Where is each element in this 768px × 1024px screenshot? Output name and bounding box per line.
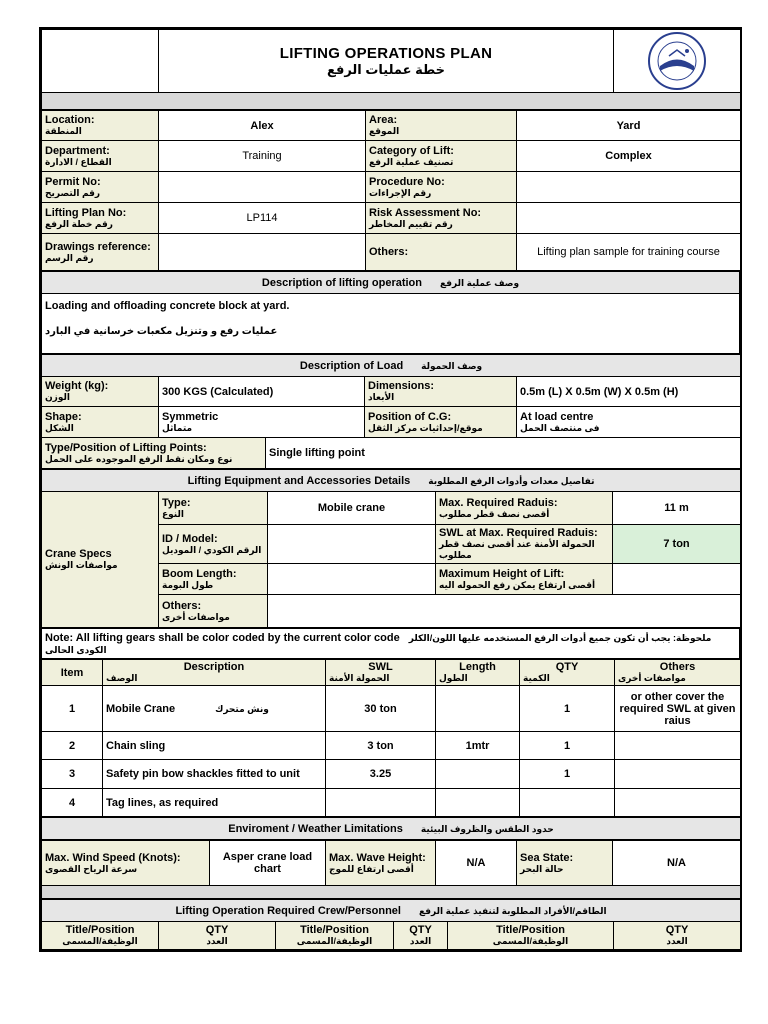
- max-height-value[interactable]: [613, 564, 741, 595]
- equipment-others-label: Others: مواصفات أخرى: [159, 595, 268, 628]
- gear-item: 3: [42, 760, 103, 789]
- note-ar: ملحوظة: يجب أن تكون جميع أدوات الرفع المستخدمه عليها اللون/الكلر الكودى الحالى: [45, 632, 712, 655]
- max-height-label: Maximum Height of Lift: أقصى ارتفاع يمكن رفع الحموله اليه: [436, 564, 613, 595]
- gear-item: 2: [42, 732, 103, 760]
- info-table: [41, 110, 741, 271]
- dimensions-value[interactable]: 0.5m (L) X 0.5m (W) X 0.5m (H): [517, 377, 741, 407]
- shape-label: Shape: الشكل: [42, 407, 159, 438]
- gear-swl: 3.25: [326, 760, 436, 789]
- gear-description: Mobile Crane ونش متحرك: [103, 686, 326, 732]
- location-label: Location: المنطقة: [42, 111, 159, 141]
- crew-qty-col-1: QTY العدد: [159, 922, 276, 950]
- lifting-points-label: Type/Position of Lifting Points: نوع ومكان نقط الرفع الموجوده على الحمل: [42, 438, 266, 469]
- risk-label: Risk Assessment No: رقم تقييم المخاطر: [366, 203, 517, 234]
- sea-state-value[interactable]: N/A: [613, 841, 741, 886]
- color-code-note: [42, 629, 740, 659]
- sea-state-label: Sea State: حالة البحر: [517, 841, 613, 886]
- department-value[interactable]: Training: [159, 141, 366, 172]
- drawings-value[interactable]: [159, 234, 366, 271]
- crew-header: Lifting Operation Required Crew/Personnel الطاقم/الأفراد المطلوبة لتنفيذ عملية الرفع: [42, 900, 741, 922]
- col-description: Description الوصف: [103, 660, 326, 686]
- col-others: Others مواصفات أخرى: [615, 660, 741, 686]
- risk-value[interactable]: [517, 203, 741, 234]
- wind-speed-value[interactable]: Asper crane load chart: [210, 841, 326, 886]
- page-title: LIFTING OPERATIONS PLAN: [279, 44, 493, 62]
- gear-table-header: [42, 660, 741, 686]
- load-table: [41, 354, 741, 469]
- weather-separator: [42, 886, 741, 899]
- location-value[interactable]: Alex: [159, 111, 366, 141]
- dimensions-label: Dimensions: الأبعاد: [365, 377, 517, 407]
- company-logo-icon: [647, 31, 707, 91]
- info-others-value[interactable]: Lifting plan sample for training course: [517, 234, 741, 271]
- gear-item: 1: [42, 686, 103, 732]
- wave-height-label: Max. Wave Height: أقصى ارتفاع للموج: [326, 841, 436, 886]
- area-value[interactable]: Yard: [517, 111, 741, 141]
- gear-others: [615, 760, 741, 789]
- gear-swl: 3 ton: [326, 732, 436, 760]
- crew-qty-col-3: QTY العدد: [614, 922, 741, 950]
- table-row[interactable]: [42, 760, 741, 789]
- table-row[interactable]: [42, 789, 741, 817]
- col-item: Item: [42, 660, 103, 686]
- wind-speed-label: Max. Wind Speed (Knots): سرعة الرياح القصوى: [42, 841, 210, 886]
- cg-label: Position of C.G: موقع/إحداثيات مركز الثقل: [365, 407, 517, 438]
- drawings-label: Drawings reference: رقم الرسم: [42, 234, 159, 271]
- gear-description: Chain sling: [103, 732, 326, 760]
- gear-length: [436, 686, 520, 732]
- plan-value[interactable]: LP114: [159, 203, 366, 234]
- gear-qty: 1: [520, 760, 615, 789]
- gear-length: [436, 789, 520, 817]
- equipment-others-value[interactable]: [268, 595, 741, 628]
- wave-height-value[interactable]: N/A: [436, 841, 517, 886]
- equipment-header: Lifting Equipment and Accessories Details تفاصيل معدات وأدوات الرفع المطلوبة: [42, 470, 741, 492]
- gear-table: [41, 659, 741, 817]
- boom-length-value[interactable]: [268, 564, 436, 595]
- col-swl: SWL الحمولة الأمنة: [326, 660, 436, 686]
- cg-value[interactable]: At load centre فى منتصف الحمل: [517, 407, 741, 438]
- header-blank-cell: [42, 30, 159, 93]
- crew-table: [41, 899, 741, 950]
- type-label: Type: النوع: [159, 492, 268, 525]
- weather-values-table: [41, 840, 741, 899]
- crew-title-col-3: Title/Position الوظيفة/المسمى: [448, 922, 614, 950]
- crane-specs-label: Crane Specs مواصفات الونش: [42, 492, 159, 628]
- plan-label: Lifting Plan No: رقم خطة الرفع: [42, 203, 159, 234]
- procedure-label: Procedure No: رقم الإجراءات: [366, 172, 517, 203]
- category-label: Category of Lift: تصنيف عملية الرفع: [366, 141, 517, 172]
- procedure-value[interactable]: [517, 172, 741, 203]
- note-en: Note: All lifting gears shall be color coded by the current color code: [45, 631, 400, 644]
- category-value[interactable]: Complex: [517, 141, 741, 172]
- area-label: Area: الموقع: [366, 111, 517, 141]
- crew-title-col-2: Title/Position الوظيفة/المسمى: [276, 922, 394, 950]
- header-separator: [42, 93, 741, 110]
- gear-description: Safety pin bow shackles fitted to unit: [103, 760, 326, 789]
- id-model-value[interactable]: [268, 525, 436, 564]
- equipment-table: [41, 469, 741, 628]
- page-title-ar: خطة عمليات الرفع: [326, 61, 446, 77]
- crew-title-col-1: Title/Position الوظيفة/المسمى: [42, 922, 159, 950]
- operation-table: [41, 271, 740, 354]
- lifting-plan-sheet: [39, 27, 742, 952]
- header-table: [41, 29, 741, 110]
- gear-length: 1mtr: [436, 732, 520, 760]
- table-row[interactable]: [42, 732, 741, 760]
- title-cell: [159, 30, 614, 93]
- gear-others: or other cover the required SWL at given raius: [615, 686, 741, 732]
- id-model-label: ID / Model: الرقم الكودي / الموديل: [159, 525, 268, 564]
- shape-value[interactable]: Symmetric متماثل: [159, 407, 365, 438]
- gear-length: [436, 760, 520, 789]
- operation-description[interactable]: [42, 294, 740, 354]
- weather-header: Enviroment / Weather Limitations حدود الطقس والظروف البيئية: [42, 818, 741, 840]
- gear-description: Tag lines, as required: [103, 789, 326, 817]
- gear-qty: 1: [520, 732, 615, 760]
- logo-cell: [614, 30, 741, 93]
- weight-value[interactable]: 300 KGS (Calculated): [159, 377, 365, 407]
- gear-swl: [326, 789, 436, 817]
- max-radius-value[interactable]: 11 m: [613, 492, 741, 525]
- operation-text-en: Loading and offloading concrete block at yard.: [45, 300, 290, 312]
- crew-qty-col-2: QTY العدد: [394, 922, 448, 950]
- operation-header: Description of lifting operation وصف عملية الرفع: [42, 272, 740, 294]
- weight-label: Weight (kg): الوزن: [42, 377, 159, 407]
- gear-qty: [520, 789, 615, 817]
- operation-text-ar: عمليات رفع و وتنزيل مكعبات خرسانية في البارد: [45, 326, 278, 337]
- table-row[interactable]: [42, 686, 741, 732]
- type-value[interactable]: Mobile crane: [268, 492, 436, 525]
- max-radius-label: Max. Required Raduis: أقصى نصف قطر مطلوب: [436, 492, 613, 525]
- gear-others: [615, 789, 741, 817]
- note-table: [41, 628, 740, 659]
- swl-max-radius-value[interactable]: 7 ton: [613, 525, 741, 564]
- col-qty: QTY الكمية: [520, 660, 615, 686]
- weather-table: [41, 817, 741, 840]
- gear-swl: 30 ton: [326, 686, 436, 732]
- permit-value[interactable]: [159, 172, 366, 203]
- gear-item: 4: [42, 789, 103, 817]
- lifting-points-value[interactable]: Single lifting point: [266, 438, 741, 469]
- info-others-label: Others:: [366, 234, 517, 271]
- gear-qty: 1: [520, 686, 615, 732]
- load-header: Description of Load وصف الحمولة: [42, 355, 741, 377]
- boom-length-label: Boom Length: طول البومة: [159, 564, 268, 595]
- gear-others: [615, 732, 741, 760]
- permit-label: Permit No: رقم التصريح: [42, 172, 159, 203]
- col-length: Length الطول: [436, 660, 520, 686]
- department-label: Department: القطاع / الادارة: [42, 141, 159, 172]
- swl-max-radius-label: SWL at Max. Required Raduis: الحمولة الأمنة عند أقصى نصف قطر مطلوب: [436, 525, 613, 564]
